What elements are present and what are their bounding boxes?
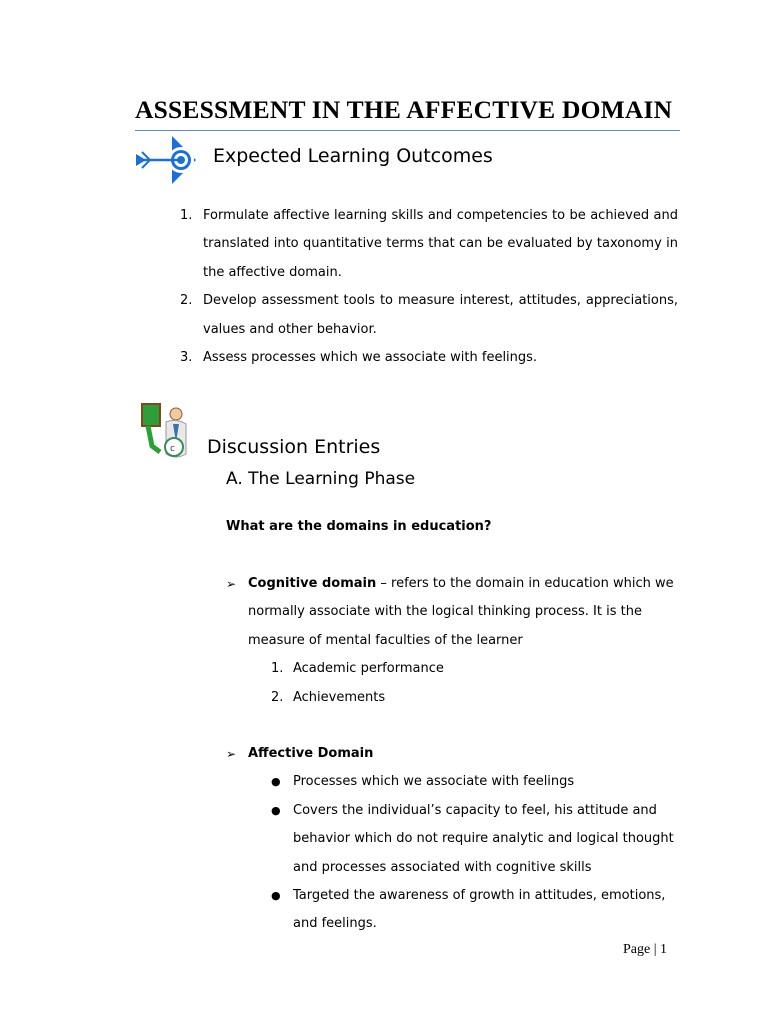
list-number: 1. bbox=[180, 208, 193, 223]
list-item-text: Formulate affective learning skills and competencies to be achieved and translated into quantitative terms that can be evaluated by taxonomy in the affective domain. bbox=[203, 208, 678, 280]
teacher-chalkboard-icon bbox=[140, 402, 190, 460]
affective-domain-term: Affective Domain bbox=[248, 746, 374, 761]
target-arrow-icon bbox=[134, 133, 198, 187]
list-item bbox=[271, 797, 681, 882]
list-item-text: Develop assessment tools to measure interest, attitudes, appreciations, values and other behavior. bbox=[203, 293, 678, 337]
list-item-text: Assess processes which we associate with feelings. bbox=[203, 350, 538, 366]
affective-domain-list bbox=[271, 768, 681, 938]
outcomes-list bbox=[178, 202, 678, 372]
list-item-text: Academic performance bbox=[293, 661, 444, 677]
list-item-text: Targeted the awareness of growth in attitudes, emotions, and feelings. bbox=[293, 888, 666, 932]
discussion-heading: Discussion Entries bbox=[207, 436, 381, 458]
document-title: ASSESSMENT IN THE AFFECTIVE DOMAIN bbox=[135, 95, 673, 124]
list-item bbox=[271, 655, 681, 683]
list-number: 2. bbox=[180, 293, 193, 309]
bullet-dot-icon: ● bbox=[271, 775, 281, 789]
arrow-bullet-icon: ➢ bbox=[226, 577, 237, 591]
list-number: 2. bbox=[271, 689, 284, 705]
list-item-text: Achievements bbox=[293, 689, 386, 705]
cognitive-domain-block bbox=[226, 570, 681, 712]
list-number: 1. bbox=[271, 661, 284, 677]
cognitive-domain-definition: – refers to the domain in education which we normally associate with the logical thinking process. It is the measure of mental faculties of the learner bbox=[248, 576, 674, 648]
learning-phase-heading: A. The Learning Phase bbox=[226, 469, 416, 489]
affective-domain-block bbox=[226, 740, 681, 939]
page-number: Page | 1 bbox=[623, 942, 668, 957]
svg-text:c: c bbox=[170, 444, 175, 454]
bullet-dot-icon: ● bbox=[271, 803, 281, 817]
list-item bbox=[271, 684, 681, 712]
list-item bbox=[178, 344, 678, 372]
bullet-dot-icon: ● bbox=[271, 889, 281, 903]
domains-question: What are the domains in education? bbox=[226, 519, 492, 534]
arrow-bullet-icon: ➢ bbox=[226, 747, 237, 761]
list-item bbox=[271, 768, 681, 796]
list-item-text: Processes which we associate with feelings bbox=[293, 774, 575, 790]
list-item bbox=[271, 882, 681, 939]
cognitive-domain-list bbox=[271, 655, 681, 712]
outcomes-heading: Expected Learning Outcomes bbox=[213, 145, 493, 167]
list-item bbox=[178, 202, 678, 287]
cognitive-domain-term: Cognitive domain bbox=[248, 576, 377, 591]
title-underline bbox=[135, 130, 680, 131]
list-item-text: Covers the individual’s capacity to feel, his attitude and behavior which do not require analytic and logical thought and processes associated with cognitive skills bbox=[293, 802, 674, 875]
list-number: 3. bbox=[180, 350, 193, 366]
list-item bbox=[178, 287, 678, 344]
